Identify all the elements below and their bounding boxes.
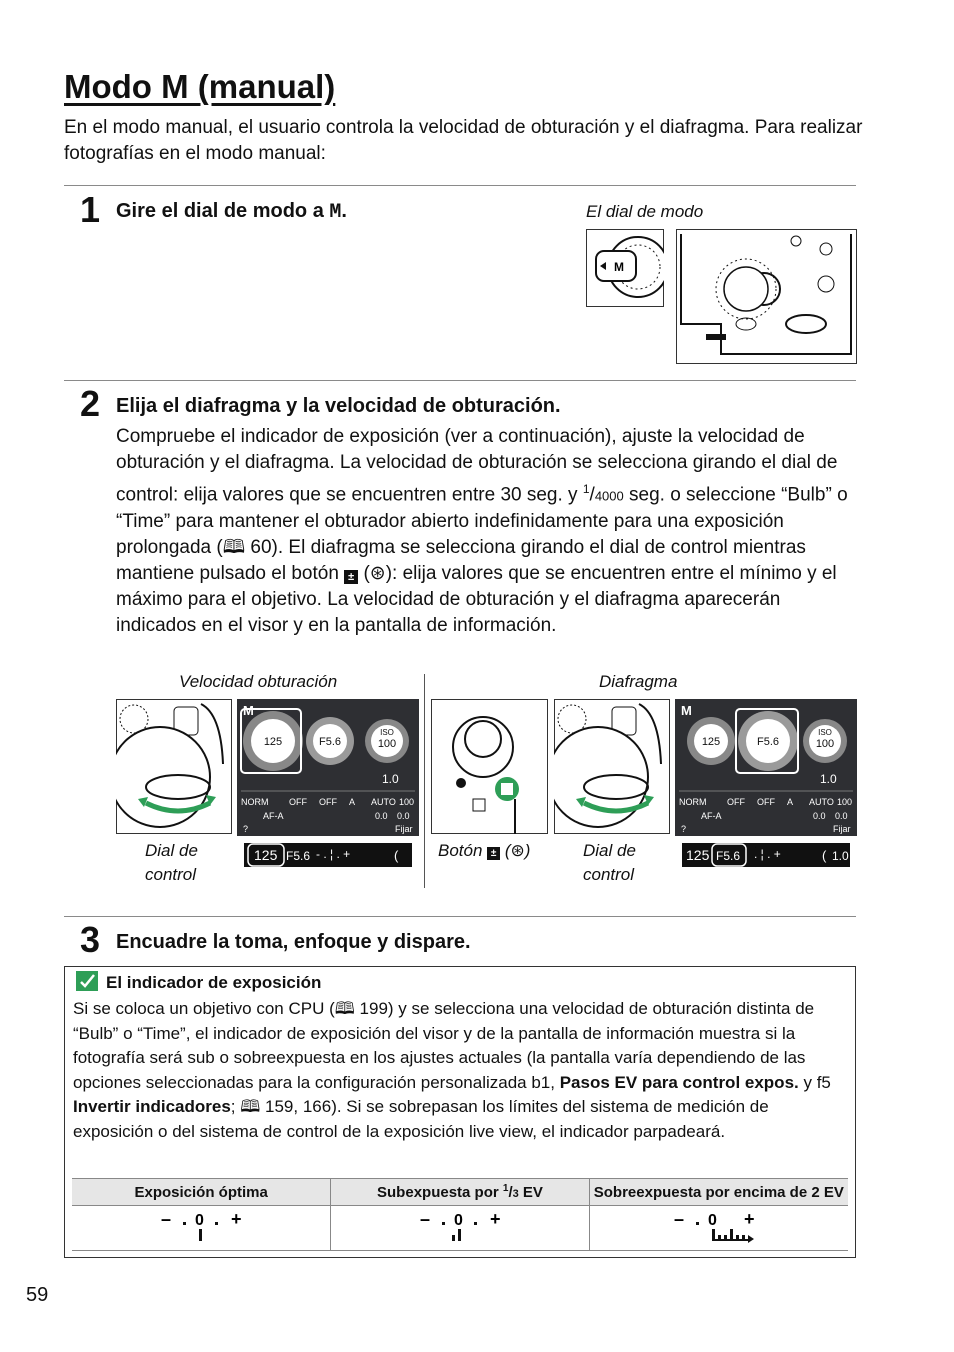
step-number: 3 (80, 919, 101, 960)
camera-top-illustration (676, 229, 857, 364)
divider (64, 916, 856, 917)
table-header: Sobreexpuesta por encima de 2 EV (589, 1179, 848, 1206)
svg-text:A: A (787, 797, 794, 807)
command-dial-illustration (116, 699, 232, 834)
vf-aperture: F5.6 (716, 849, 741, 863)
step-title: Elija el diafragma y la velocidad de obturación. (116, 395, 561, 417)
info-row-1 (241, 797, 414, 807)
fix-label: Fijar (833, 824, 851, 834)
table-header: Exposición óptima (72, 1179, 331, 1206)
divider (64, 185, 856, 186)
iso-label: ISO (818, 728, 832, 737)
svg-text:NORM: NORM (241, 797, 269, 807)
mode-dial-caption: El dial de modo (586, 202, 704, 221)
svg-text:0.0: 0.0 (813, 811, 826, 821)
svg-text:100: 100 (837, 797, 853, 807)
step-number: 2 (80, 383, 101, 424)
exposure-compensation-icon: ± (487, 847, 500, 860)
note-check-icon (76, 971, 98, 991)
step-title: Encuadre la toma, enfoque y dispare. (116, 931, 471, 953)
svg-text:A: A (349, 797, 356, 807)
caption-button: Botón ± (⊛) (438, 841, 531, 860)
svg-text:(: ( (394, 848, 399, 863)
help-indicator: ? (681, 824, 687, 834)
aperture-icon: ⊛ (510, 841, 525, 860)
info-display-aperture (675, 699, 857, 836)
note-title: El indicador de exposición (106, 973, 322, 992)
caption-aperture: Diafragma (599, 672, 678, 691)
svg-text:- . ¦ . +: - . ¦ . + (316, 847, 351, 861)
svg-text:0.0: 0.0 (835, 811, 848, 821)
caption-command-dial-left: Dial de control (145, 841, 198, 884)
svg-text:AUTO: AUTO (809, 797, 834, 807)
vf-shutter: 125 (254, 847, 278, 863)
frames-remaining: 1.0 (382, 772, 399, 786)
divider (64, 380, 856, 381)
svg-text:OFF: OFF (319, 797, 337, 807)
page-title: Modo M (manual) (64, 68, 336, 105)
fix-label: Fijar (395, 824, 413, 834)
svg-text:AF-A: AF-A (701, 811, 722, 821)
table-cell (331, 1206, 589, 1251)
svg-text:0: 0 (453, 1211, 463, 1229)
aperture-value: F5.6 (756, 736, 780, 748)
vf-aperture: F5.6 (286, 849, 311, 863)
aperture-icon: ⊛ (369, 563, 386, 585)
shutter-value: 125 (701, 736, 721, 748)
frames-remaining: 1.0 (820, 772, 837, 786)
svg-text:(: ( (822, 848, 827, 863)
svg-text:–: – (419, 1208, 430, 1229)
book-icon: 🕮 (334, 999, 355, 1018)
aperture-button-illustration (431, 699, 548, 834)
svg-text:0.0: 0.0 (397, 811, 410, 821)
table-cell (589, 1206, 848, 1251)
table-cell (72, 1206, 331, 1251)
info-display-shutter (237, 699, 419, 836)
aperture-value: F5.6 (318, 736, 342, 748)
svg-text:+: + (743, 1208, 755, 1229)
svg-text:–: – (161, 1208, 172, 1229)
svg-text:OFF: OFF (757, 797, 775, 807)
vf-shutter: 125 (686, 847, 710, 863)
note-body: Si se coloca un objetivo con CPU (🕮 199) y se selecciona una velocidad de obturación distinta de “Bulb” o “Time”, el indicador de exposición del visor y de la pantalla de información muestra si la fotografía será sub o sobreexpuesta en los ajustes actuales (la pantalla varía dependiendo de las opciones seleccionadas para la configuración personalizada b1, Pasos EV para control expos. y f5 Invertir indicadores; 🕮 159, 166). Si se sobrepasan los límites del sistema de medición de exposición o del sistema de control de la exposición live view, el indicador parpadeará. (73, 999, 831, 1141)
svg-text:NORM: NORM (679, 797, 707, 807)
caption-command-dial-right: Dial de control (583, 841, 636, 884)
help-indicator: ? (243, 824, 249, 834)
command-dial-illustration-2 (554, 699, 670, 834)
info-row-1 (679, 797, 852, 807)
svg-text:100: 100 (399, 797, 415, 807)
exposure-compensation-icon: ± (344, 570, 358, 584)
svg-text:+: + (231, 1208, 242, 1229)
svg-text:AF-A: AF-A (263, 811, 284, 821)
svg-text:0.0: 0.0 (375, 811, 388, 821)
svg-text:OFF: OFF (289, 797, 307, 807)
table-header: Subexpuesta por $^1$/3 EV (331, 1179, 589, 1206)
iso-value: 100 (377, 738, 397, 750)
intro-text: En el modo manual, el usuario controla la velocidad de obturación y el diafragma. Para realizar fotografías en el modo manual: (64, 117, 863, 164)
svg-text:. ¦ . +: . ¦ . + (754, 847, 781, 861)
book-icon: 🕮 (222, 537, 246, 559)
exposure-indicator-table (72, 1178, 848, 1251)
mode-indicator: M (681, 703, 692, 718)
step2-body: Compruebe el indicador de exposición (ver a continuación), ajuste la velocidad de obturación y el diafragma. La velocidad de obturación se selecciona girando el dial de control: elija valores que se encuentren entre 30 seg. y $^1$/4000 seg. o seleccione “Bulb” o “Time” para mantener el obturador abierto indefinidamente para una exposición prolongada (🕮 60). El diafragma se selecciona girando el dial de control mientras mantiene pulsado el botón ± (⊛): elija valores que se encuentren entre el mínimo y el máximo para el objetivo. La velocidad de obturación y el diafragma aparecerán indicados en el visor y en la pantalla de información. (116, 426, 848, 637)
mode-indicator: M (243, 703, 254, 718)
viewfinder-display-left (244, 843, 412, 867)
step-number: 1 (80, 189, 101, 230)
step-title: Gire el dial de modo a M. (116, 200, 347, 224)
exposure-scale-optimal (151, 1209, 251, 1243)
svg-text:0: 0 (195, 1211, 205, 1229)
svg-text:–: – (673, 1208, 684, 1229)
svg-text:0: 0 (707, 1211, 717, 1229)
page-number: 59 (26, 1284, 49, 1306)
mode-dial-closeup-illustration (586, 229, 664, 307)
viewfinder-display-right (682, 843, 850, 867)
shutter-value: 125 (263, 736, 283, 748)
svg-text:AUTO: AUTO (371, 797, 396, 807)
iso-value: 100 (815, 738, 835, 750)
book-icon: 🕮 (240, 1097, 261, 1116)
svg-text:+: + (489, 1208, 501, 1229)
vf-frames: 1.0 (832, 849, 849, 863)
exposure-scale-under (410, 1209, 510, 1243)
exposure-scale-over (664, 1209, 774, 1243)
caption-shutter-speed: Velocidad obturación (179, 672, 338, 691)
figure-divider (424, 674, 425, 888)
iso-label: ISO (380, 728, 394, 737)
dial-letter: M (614, 260, 624, 274)
svg-text:OFF: OFF (727, 797, 745, 807)
